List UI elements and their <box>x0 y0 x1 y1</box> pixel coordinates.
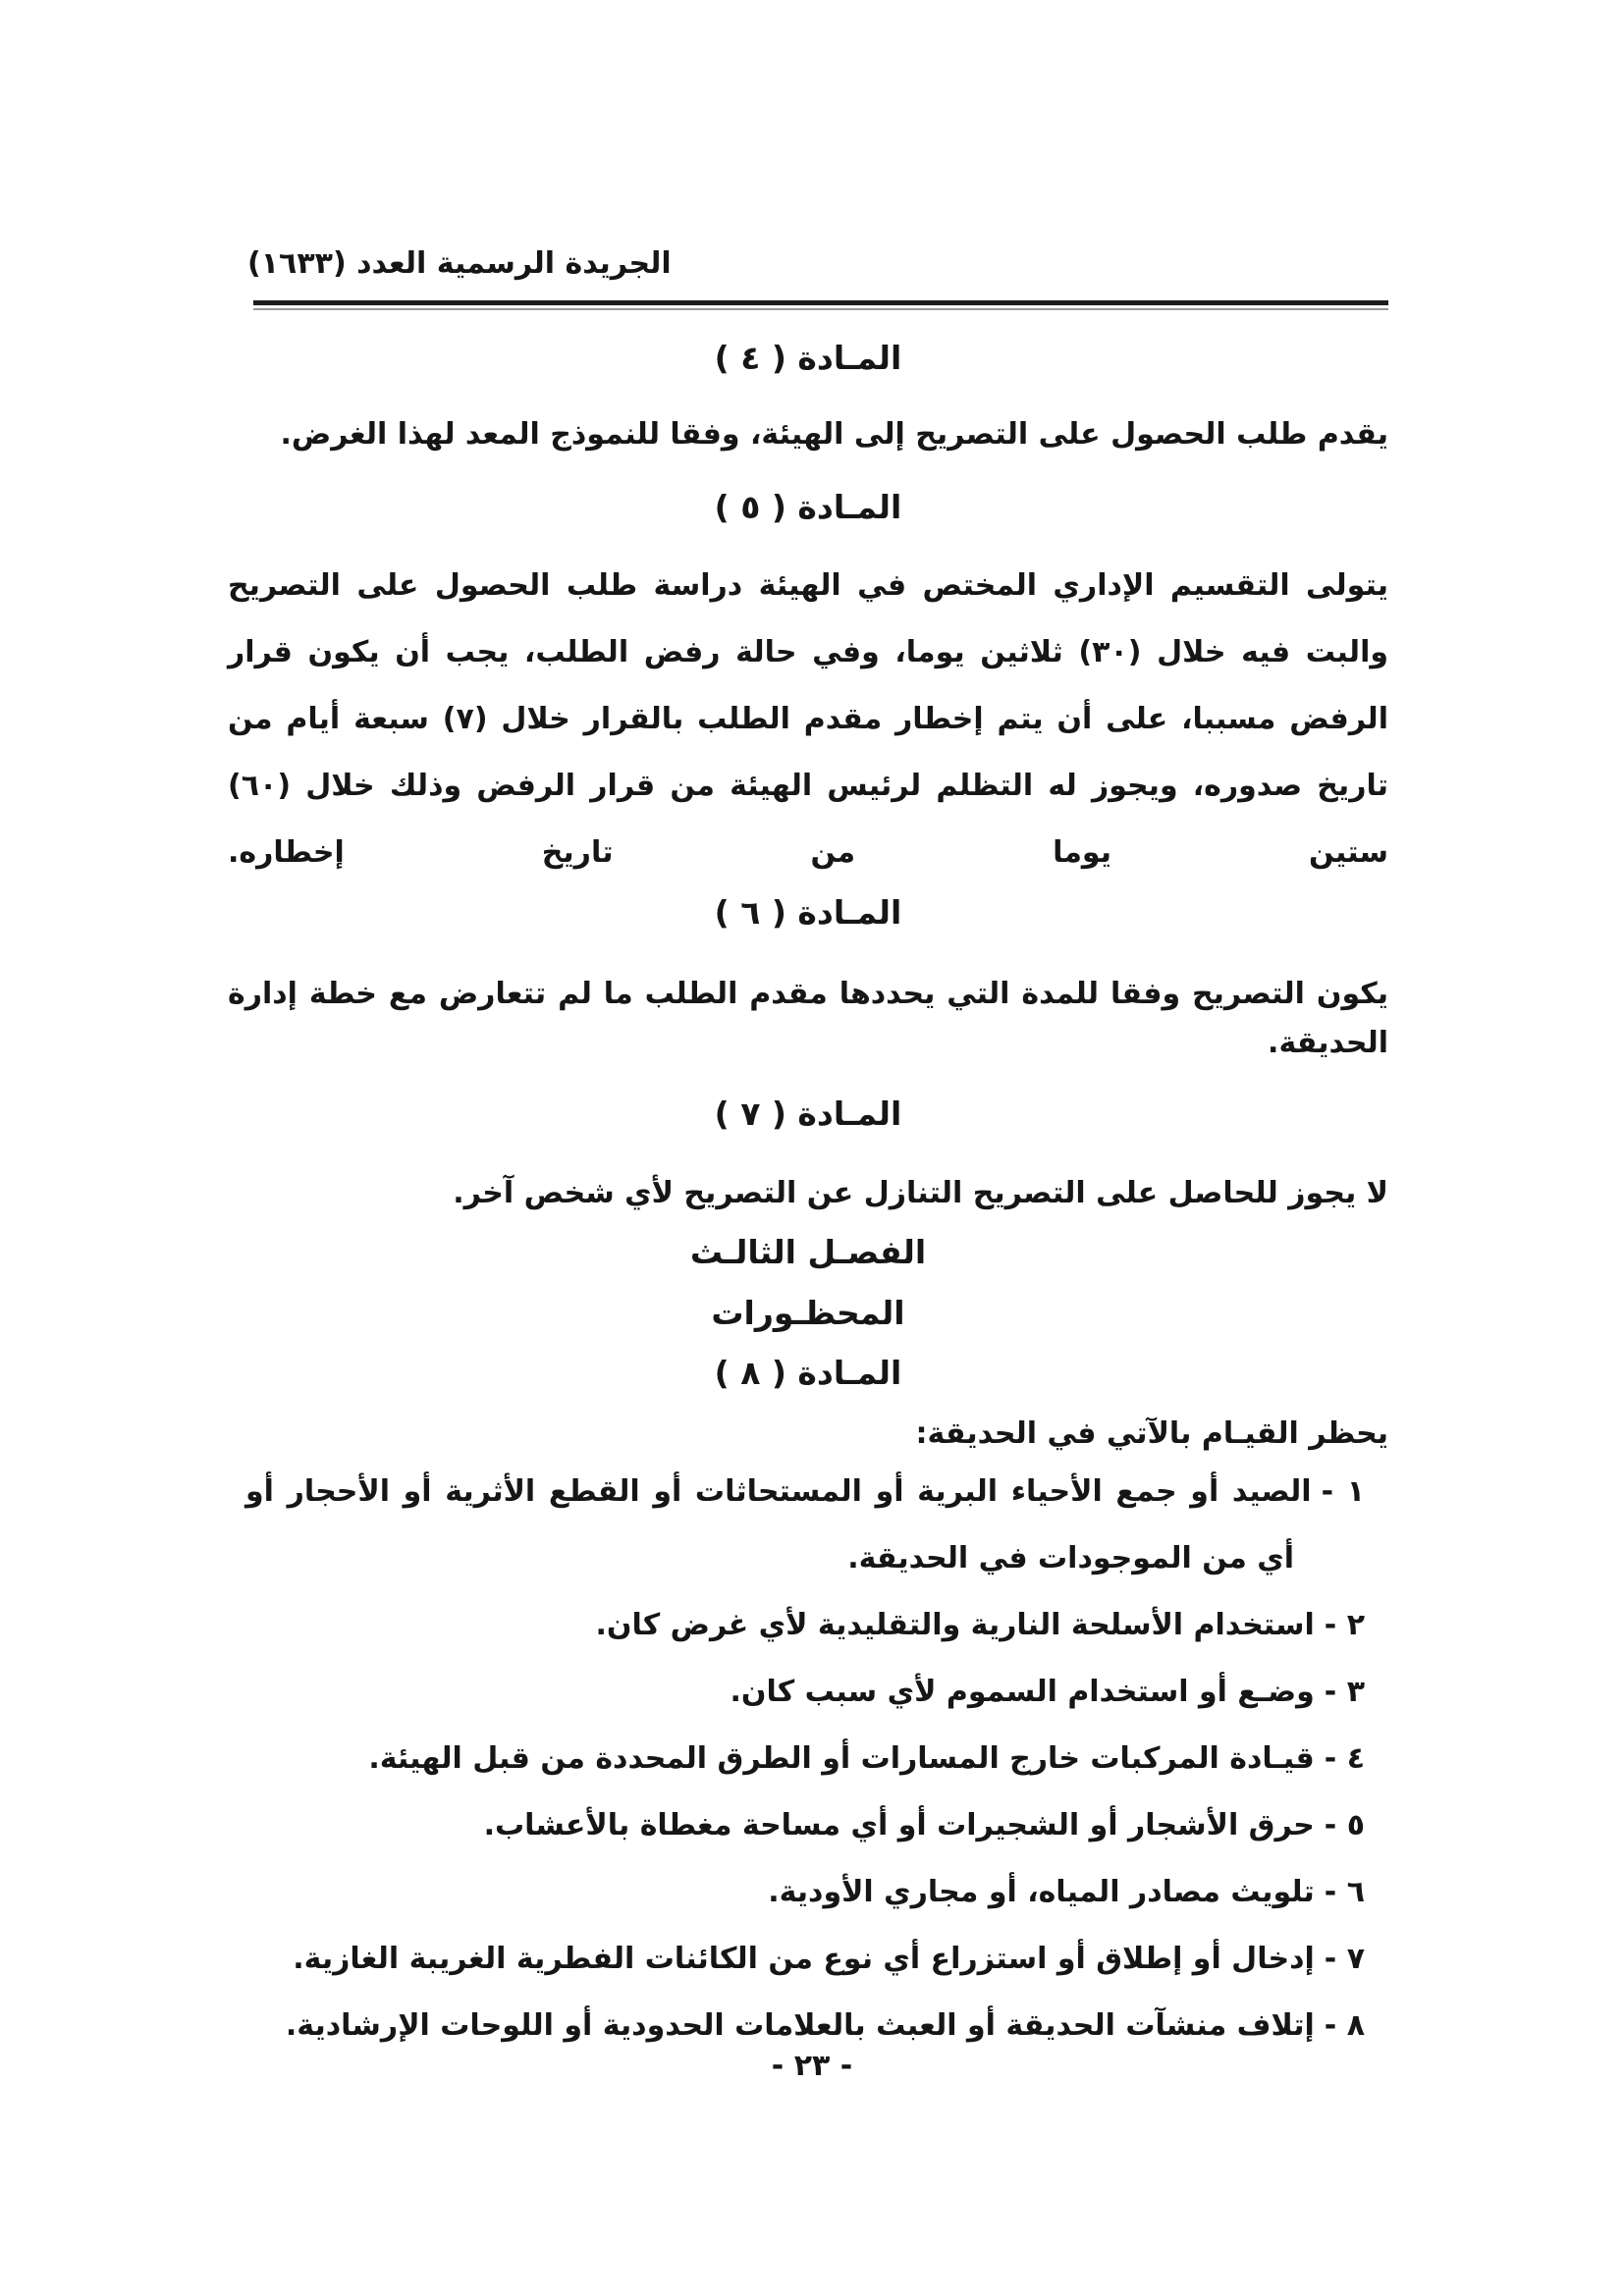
list-item-2 <box>245 1592 1365 1659</box>
chapter-3-subtitle: المحظـورات <box>711 1294 905 1332</box>
article-6-body: يكون التصريح وفقا للمدة التي يحددها مقدم الطلب ما لم تتعارض مع خطة إدارة الحديقة. <box>228 977 1388 1060</box>
list-item-6 <box>245 1859 1365 1926</box>
list-item-5 <box>245 1792 1365 1859</box>
item-4-number: ٤ - <box>1324 1741 1365 1776</box>
item-2-text: استخدام الأسلحة النارية والتقليدية لأي غرض كان. <box>595 1608 1315 1642</box>
list-item-3 <box>245 1659 1365 1726</box>
item-7-text: إدخال أو إطلاق أو استزراع أي نوع من الكائنات الفطرية الغريبة الغازية. <box>293 1942 1315 1976</box>
article-6-heading: المـادة ( ٦ ) <box>714 893 902 932</box>
article-8-intro: يحظر القيـام بالآتي في الحديقة: <box>915 1416 1388 1451</box>
item-3-number: ٣ - <box>1324 1675 1365 1709</box>
page-header <box>228 0 1388 310</box>
item-1-text: الصيد أو جمع الأحياء البرية أو المستحاثات أو القطع الأثرية أو الأحجار أو أي من الموجودات في الحديقة. <box>245 1474 1312 1575</box>
list-item-1 <box>245 1459 1365 1592</box>
article-4-body: يقدم طلب الحصول على التصريح إلى الهيئة، وفقا للنموذج المعد لهذا الغرض. <box>280 417 1388 452</box>
item-7-number: ٧ - <box>1324 1942 1365 1976</box>
article-7 <box>228 1092 1388 1218</box>
item-2-number: ٢ - <box>1324 1608 1365 1642</box>
article-6 <box>228 890 1388 1068</box>
header-divider <box>253 300 1388 310</box>
item-3-text: وضـع أو استخدام السموم لأي سبب كان. <box>730 1675 1315 1709</box>
article-7-heading: المـادة ( ٧ ) <box>714 1095 902 1133</box>
article-7-body: لا يجوز للحاصل على التصريح التنازل عن التصريح لأي شخص آخر. <box>453 1176 1388 1210</box>
article-5-body: يتولى التقسيم الإداري المختص في الهيئة دراسة طلب الحصول على التصريح والبت فيه خلال (٣٠) ثلاثين يوما، وفي حالة رفض الطلب، يجب أن يكون قرار الرفض مسببا، على أن يتم إخطار مقدم الطلب بالقرار خلال (٧) سبعة أيام من تاريخ صدوره، ويجوز له التظلم لرئيس الهيئة من قرار الرفض وذلك خلال (٦٠) ستين يوما من تاريخ إخطاره. <box>228 568 1389 870</box>
item-5-text: حرق الأشجار أو الشجيرات أو أي مساحة مغطاة بالأعشاب. <box>483 1808 1315 1842</box>
item-5-number: ٥ - <box>1324 1808 1365 1842</box>
article-5 <box>228 485 1388 886</box>
item-6-number: ٦ - <box>1324 1875 1365 1909</box>
article-4 <box>228 336 1388 459</box>
list-item-7 <box>245 1926 1365 1993</box>
item-8-number: ٨ - <box>1324 2008 1365 2043</box>
chapter-3-title: الفصـل الثالـث <box>689 1233 927 1271</box>
article-8 <box>228 1351 1388 2059</box>
item-6-text: تلويث مصادر المياه، أو مجاري الأودية. <box>768 1875 1315 1909</box>
list-item-4 <box>245 1726 1365 1792</box>
prohibited-items-list <box>245 1459 1365 2059</box>
gazette-issue-label: الجريدة الرسمية العدد (١٦٣٣) <box>247 246 672 281</box>
item-1-number: ١ - <box>1321 1474 1365 1509</box>
item-8-text: إتلاف منشآت الحديقة أو العبث بالعلامات الحدودية أو اللوحات الإرشادية. <box>285 2008 1315 2043</box>
item-4-text: قيـادة المركبات خارج المسارات أو الطرق المحددة من قبل الهيئة. <box>368 1741 1315 1776</box>
page-number: - ٢٣ - <box>771 2049 853 2083</box>
article-5-heading: المـادة ( ٥ ) <box>714 488 902 526</box>
article-8-heading: المـادة ( ٨ ) <box>714 1354 902 1392</box>
article-4-heading: المـادة ( ٤ ) <box>714 339 902 377</box>
document-content <box>228 0 1388 2059</box>
